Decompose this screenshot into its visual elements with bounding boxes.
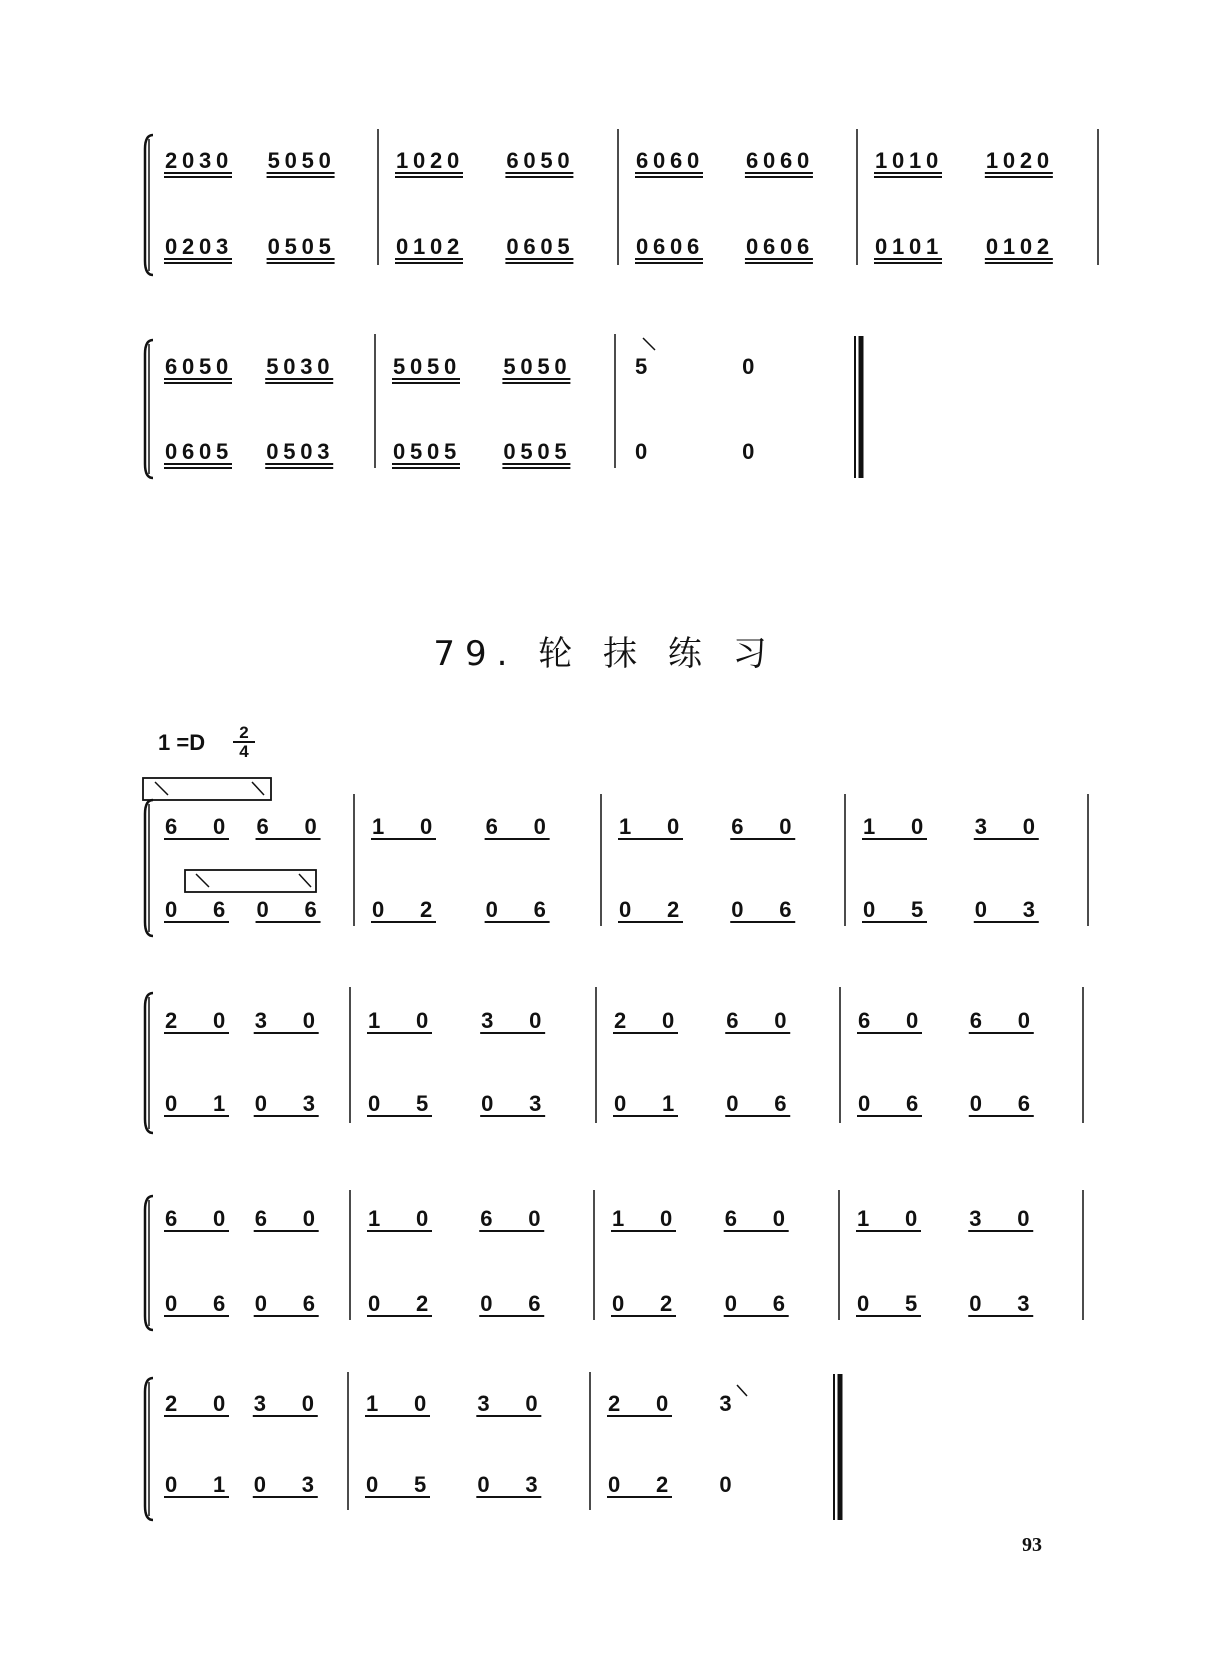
- note-digit: 6: [906, 1091, 919, 1116]
- note-digit: 5: [911, 897, 924, 922]
- technique-slash: [196, 874, 209, 887]
- note-digit: 0: [254, 1091, 267, 1116]
- note-digit: 0: [557, 148, 570, 173]
- note-digit: 0: [267, 234, 280, 259]
- note-digit: 6: [506, 148, 519, 173]
- note-digit: 0: [372, 897, 385, 922]
- note-digit: 3: [301, 1472, 315, 1497]
- note-digit: 0: [528, 1206, 541, 1231]
- note-digit: 0: [608, 1472, 621, 1497]
- technique-slash: [252, 782, 264, 795]
- key-signature: 1 =D: [158, 730, 206, 755]
- note-digit: 0: [635, 439, 648, 464]
- note-digit: 0: [396, 234, 409, 259]
- note-digit: 0: [969, 1291, 982, 1316]
- note-digit: 3: [529, 1091, 542, 1116]
- note-digit: 0: [213, 1008, 226, 1033]
- note-digit: 1: [366, 1391, 379, 1416]
- note-digit: 5: [301, 148, 314, 173]
- note-digit: 3: [477, 1391, 490, 1416]
- note-digit: 0: [165, 1291, 178, 1316]
- note-digit: 0: [554, 354, 567, 379]
- note-digit: 3: [525, 1472, 538, 1497]
- note-digit: 5: [444, 439, 457, 464]
- note-digit: 0: [523, 148, 536, 173]
- note-digit: 5: [199, 354, 212, 379]
- note-digit: 0: [985, 234, 999, 259]
- note-digit: 3: [969, 1206, 982, 1231]
- note-digit: 0: [182, 354, 195, 379]
- note-digit: 0: [301, 234, 314, 259]
- note-digit: 1: [372, 814, 385, 839]
- note-digit: 6: [858, 1008, 871, 1033]
- note-digit: 6: [670, 148, 683, 173]
- note-digit: 0: [447, 148, 460, 173]
- exercise-title: 79. 轮 抹 练 习: [433, 634, 777, 674]
- note-digit: 0: [199, 439, 212, 464]
- note-digit: 0: [660, 1206, 673, 1231]
- note-digit: 1: [413, 234, 426, 259]
- note-digit: 1: [213, 1091, 226, 1116]
- note-digit: 0: [525, 1391, 538, 1416]
- note-digit: 6: [762, 234, 776, 259]
- time-signature: [233, 724, 255, 760]
- note-digit: 0: [742, 354, 755, 379]
- note-digit: 0: [974, 897, 988, 922]
- note-digit: 2: [608, 1391, 621, 1416]
- note-digit: 0: [393, 439, 406, 464]
- note-digit: 2: [656, 1472, 669, 1497]
- note-digit: 0: [182, 148, 195, 173]
- note-digit: 0: [216, 148, 229, 173]
- note-digit: 2: [447, 234, 460, 259]
- note-digit: 2: [614, 1008, 627, 1033]
- note-digit: 0: [687, 148, 700, 173]
- note-digit: 1: [368, 1008, 381, 1033]
- note-digit: 2: [660, 1291, 673, 1316]
- note-digit: 0: [302, 1008, 315, 1033]
- note-digit: 0: [719, 1472, 732, 1497]
- note-digit: 5: [266, 354, 279, 379]
- note-digit: 0: [416, 1206, 429, 1231]
- note-digit: 0: [774, 1008, 787, 1033]
- note-digit: 2: [667, 897, 680, 922]
- note-digit: 0: [420, 814, 433, 839]
- note-digit: 0: [614, 1091, 627, 1116]
- note-digit: 6: [165, 1206, 178, 1231]
- note-digit: 3: [1022, 897, 1036, 922]
- note-digit: 6: [745, 148, 759, 173]
- note-digit: 3: [300, 354, 313, 379]
- note-digit: 5: [537, 354, 550, 379]
- note-digit: 0: [540, 234, 553, 259]
- note-digit: 0: [892, 148, 905, 173]
- time-signature-numerator: 2: [239, 723, 249, 742]
- note-digit: 0: [477, 1472, 490, 1497]
- note-digit: 0: [413, 148, 426, 173]
- note-digit: 3: [254, 1008, 267, 1033]
- note-digit: 5: [520, 439, 533, 464]
- note-digit: 0: [481, 1091, 494, 1116]
- note-digit: 6: [213, 1291, 226, 1316]
- note-digit: 0: [779, 814, 792, 839]
- note-digit: 0: [726, 1091, 739, 1116]
- note-digit: 5: [554, 439, 567, 464]
- note-digit: 0: [165, 897, 178, 922]
- note-digit: 5: [216, 439, 229, 464]
- note-digit: 0: [796, 148, 810, 173]
- note-digit: 0: [1036, 148, 1050, 173]
- note-digit: 0: [213, 814, 226, 839]
- note-digit: 1: [619, 814, 632, 839]
- note-digit: 1: [857, 1206, 870, 1231]
- note-digit: 0: [368, 1291, 381, 1316]
- note-digit: 0: [662, 1008, 675, 1033]
- note-digit: 1: [863, 814, 876, 839]
- note-digit: 3: [199, 148, 212, 173]
- note-digit: 0: [300, 439, 313, 464]
- note-digit: 0: [1019, 234, 1033, 259]
- note-digit: 5: [503, 354, 516, 379]
- note-digit: 0: [284, 148, 297, 173]
- note-digit: 0: [529, 1008, 542, 1033]
- note-digit: 0: [537, 439, 550, 464]
- note-digit: 0: [1002, 148, 1016, 173]
- note-digit: 0: [762, 148, 776, 173]
- note-digit: 0: [533, 814, 546, 839]
- note-digit: 0: [857, 1291, 870, 1316]
- note-digit: 0: [213, 1206, 226, 1231]
- note-digit: 3: [317, 439, 330, 464]
- note-digit: 0: [301, 1391, 315, 1416]
- note-digit: 0: [731, 897, 744, 922]
- note-digit: 0: [283, 354, 296, 379]
- note-digit: 0: [503, 439, 516, 464]
- note-digit: 2: [416, 1291, 429, 1316]
- note-digit: 6: [653, 234, 666, 259]
- note-digit: 0: [304, 814, 317, 839]
- note-digit: 0: [414, 1391, 427, 1416]
- note-digit: 0: [909, 234, 922, 259]
- note-digit: 5: [557, 234, 570, 259]
- note-digit: 0: [427, 439, 440, 464]
- note-digit: 0: [368, 1091, 381, 1116]
- note-digit: 6: [480, 1206, 493, 1231]
- technique-slash: [155, 782, 168, 795]
- note-digit: 6: [1017, 1091, 1031, 1116]
- note-digit: 0: [670, 234, 683, 259]
- note-digit: 6: [726, 1008, 739, 1033]
- note-digit: 5: [410, 439, 423, 464]
- note-digit: 0: [254, 1291, 267, 1316]
- note-digit: 6: [687, 234, 700, 259]
- note-digit: 3: [216, 234, 229, 259]
- note-digit: 1: [1002, 234, 1016, 259]
- note-digit: 0: [1017, 1008, 1031, 1033]
- note-digit: 0: [656, 1391, 669, 1416]
- ornament-slash: [643, 338, 655, 350]
- time-signature-denominator: 4: [233, 741, 255, 760]
- note-digit: 0: [165, 234, 178, 259]
- note-digit: 3: [719, 1391, 732, 1416]
- note-digit: 1: [875, 148, 888, 173]
- note-digit: 6: [779, 148, 793, 173]
- note-digit: 2: [1036, 234, 1050, 259]
- note-digit: 5: [267, 148, 280, 173]
- note-digit: 0: [906, 1008, 919, 1033]
- note-digit: 5: [427, 354, 440, 379]
- note-digit: 6: [969, 1008, 983, 1033]
- note-digit: 5: [283, 439, 296, 464]
- note-digit: 1: [213, 1472, 226, 1497]
- note-digit: 0: [905, 1206, 918, 1231]
- note-digit: 0: [1017, 1206, 1030, 1231]
- note-digit: 5: [635, 354, 648, 379]
- note-digit: 6: [182, 439, 195, 464]
- note-digit: 0: [253, 1472, 267, 1497]
- note-digit: 6: [533, 897, 546, 922]
- note-digit: 5: [540, 148, 553, 173]
- note-digit: 1: [909, 148, 922, 173]
- note-digit: 5: [284, 234, 297, 259]
- note-digit: 2: [1019, 148, 1033, 173]
- note-digit: 0: [1022, 814, 1036, 839]
- note-digit: 0: [926, 148, 939, 173]
- note-digit: 3: [481, 1008, 494, 1033]
- note-digit: 6: [528, 1291, 541, 1316]
- note-digit: 1: [368, 1206, 381, 1231]
- note-digit: 0: [165, 1091, 178, 1116]
- note-digit: 0: [256, 897, 269, 922]
- note-digit: 0: [318, 148, 331, 173]
- note-digit: 6: [796, 234, 810, 259]
- note-digit: 1: [892, 234, 905, 259]
- note-digit: 3: [974, 814, 988, 839]
- note-digit: 6: [731, 814, 744, 839]
- note-digit: 6: [485, 814, 498, 839]
- note-digit: 5: [905, 1291, 918, 1316]
- note-digit: 0: [216, 354, 229, 379]
- note-digit: 1: [396, 148, 409, 173]
- note-digit: 0: [165, 1472, 178, 1497]
- note-digit: 0: [213, 1391, 226, 1416]
- page-number: 93: [1022, 1534, 1042, 1556]
- note-digit: 6: [213, 897, 226, 922]
- technique-bracket-lower: [185, 870, 316, 892]
- note-digit: 0: [416, 1008, 429, 1033]
- note-digit: 6: [302, 1291, 315, 1316]
- note-digit: 5: [393, 354, 406, 379]
- note-digit: 6: [636, 148, 649, 173]
- note-digit: 0: [165, 439, 178, 464]
- note-digit: 0: [619, 897, 632, 922]
- note-digit: 6: [523, 234, 536, 259]
- note-digit: 6: [304, 897, 317, 922]
- note-digit: 0: [302, 1206, 315, 1231]
- note-digit: 0: [875, 234, 888, 259]
- note-digit: 0: [485, 897, 498, 922]
- note-digit: 2: [165, 1008, 178, 1033]
- note-digit: 0: [444, 354, 457, 379]
- note-digit: 0: [410, 354, 423, 379]
- note-digit: 6: [165, 354, 178, 379]
- note-digit: 6: [772, 1291, 785, 1316]
- note-digit: 0: [266, 439, 279, 464]
- note-digit: 0: [430, 234, 443, 259]
- note-digit: 5: [416, 1091, 429, 1116]
- note-digit: 5: [318, 234, 331, 259]
- note-digit: 2: [430, 148, 443, 173]
- note-digit: 0: [911, 814, 924, 839]
- note-digit: 0: [199, 234, 212, 259]
- note-digit: 6: [256, 814, 269, 839]
- note-digit: 1: [926, 234, 939, 259]
- note-digit: 0: [724, 1291, 737, 1316]
- ornament-slash: [737, 1385, 747, 1396]
- note-digit: 0: [745, 234, 759, 259]
- note-digit: 6: [254, 1206, 267, 1231]
- note-digit: 2: [165, 148, 178, 173]
- note-digit: 0: [612, 1291, 625, 1316]
- note-digit: 0: [772, 1206, 785, 1231]
- note-digit: 0: [366, 1472, 379, 1497]
- note-digit: 0: [863, 897, 876, 922]
- note-digit: 0: [506, 234, 519, 259]
- note-digit: 1: [662, 1091, 675, 1116]
- note-digit: 3: [253, 1391, 267, 1416]
- note-digit: 0: [969, 1091, 983, 1116]
- note-digit: 0: [520, 354, 533, 379]
- note-digit: 0: [858, 1091, 871, 1116]
- note-digit: 5: [414, 1472, 427, 1497]
- note-digit: 0: [742, 439, 755, 464]
- note-digit: 6: [165, 814, 178, 839]
- note-digit: 3: [1017, 1291, 1030, 1316]
- note-digit: 3: [302, 1091, 315, 1116]
- note-digit: 0: [317, 354, 330, 379]
- note-digit: 6: [779, 897, 792, 922]
- note-digit: 0: [779, 234, 793, 259]
- note-digit: 0: [667, 814, 680, 839]
- note-digit: 1: [985, 148, 999, 173]
- note-digit: 6: [724, 1206, 737, 1231]
- technique-slash: [299, 874, 311, 887]
- note-digit: 6: [774, 1091, 787, 1116]
- note-digit: 0: [480, 1291, 493, 1316]
- note-digit: 0: [653, 148, 666, 173]
- note-digit: 2: [420, 897, 433, 922]
- note-digit: 1: [612, 1206, 625, 1231]
- note-digit: 2: [182, 234, 195, 259]
- note-digit: 2: [165, 1391, 178, 1416]
- note-digit: 0: [636, 234, 649, 259]
